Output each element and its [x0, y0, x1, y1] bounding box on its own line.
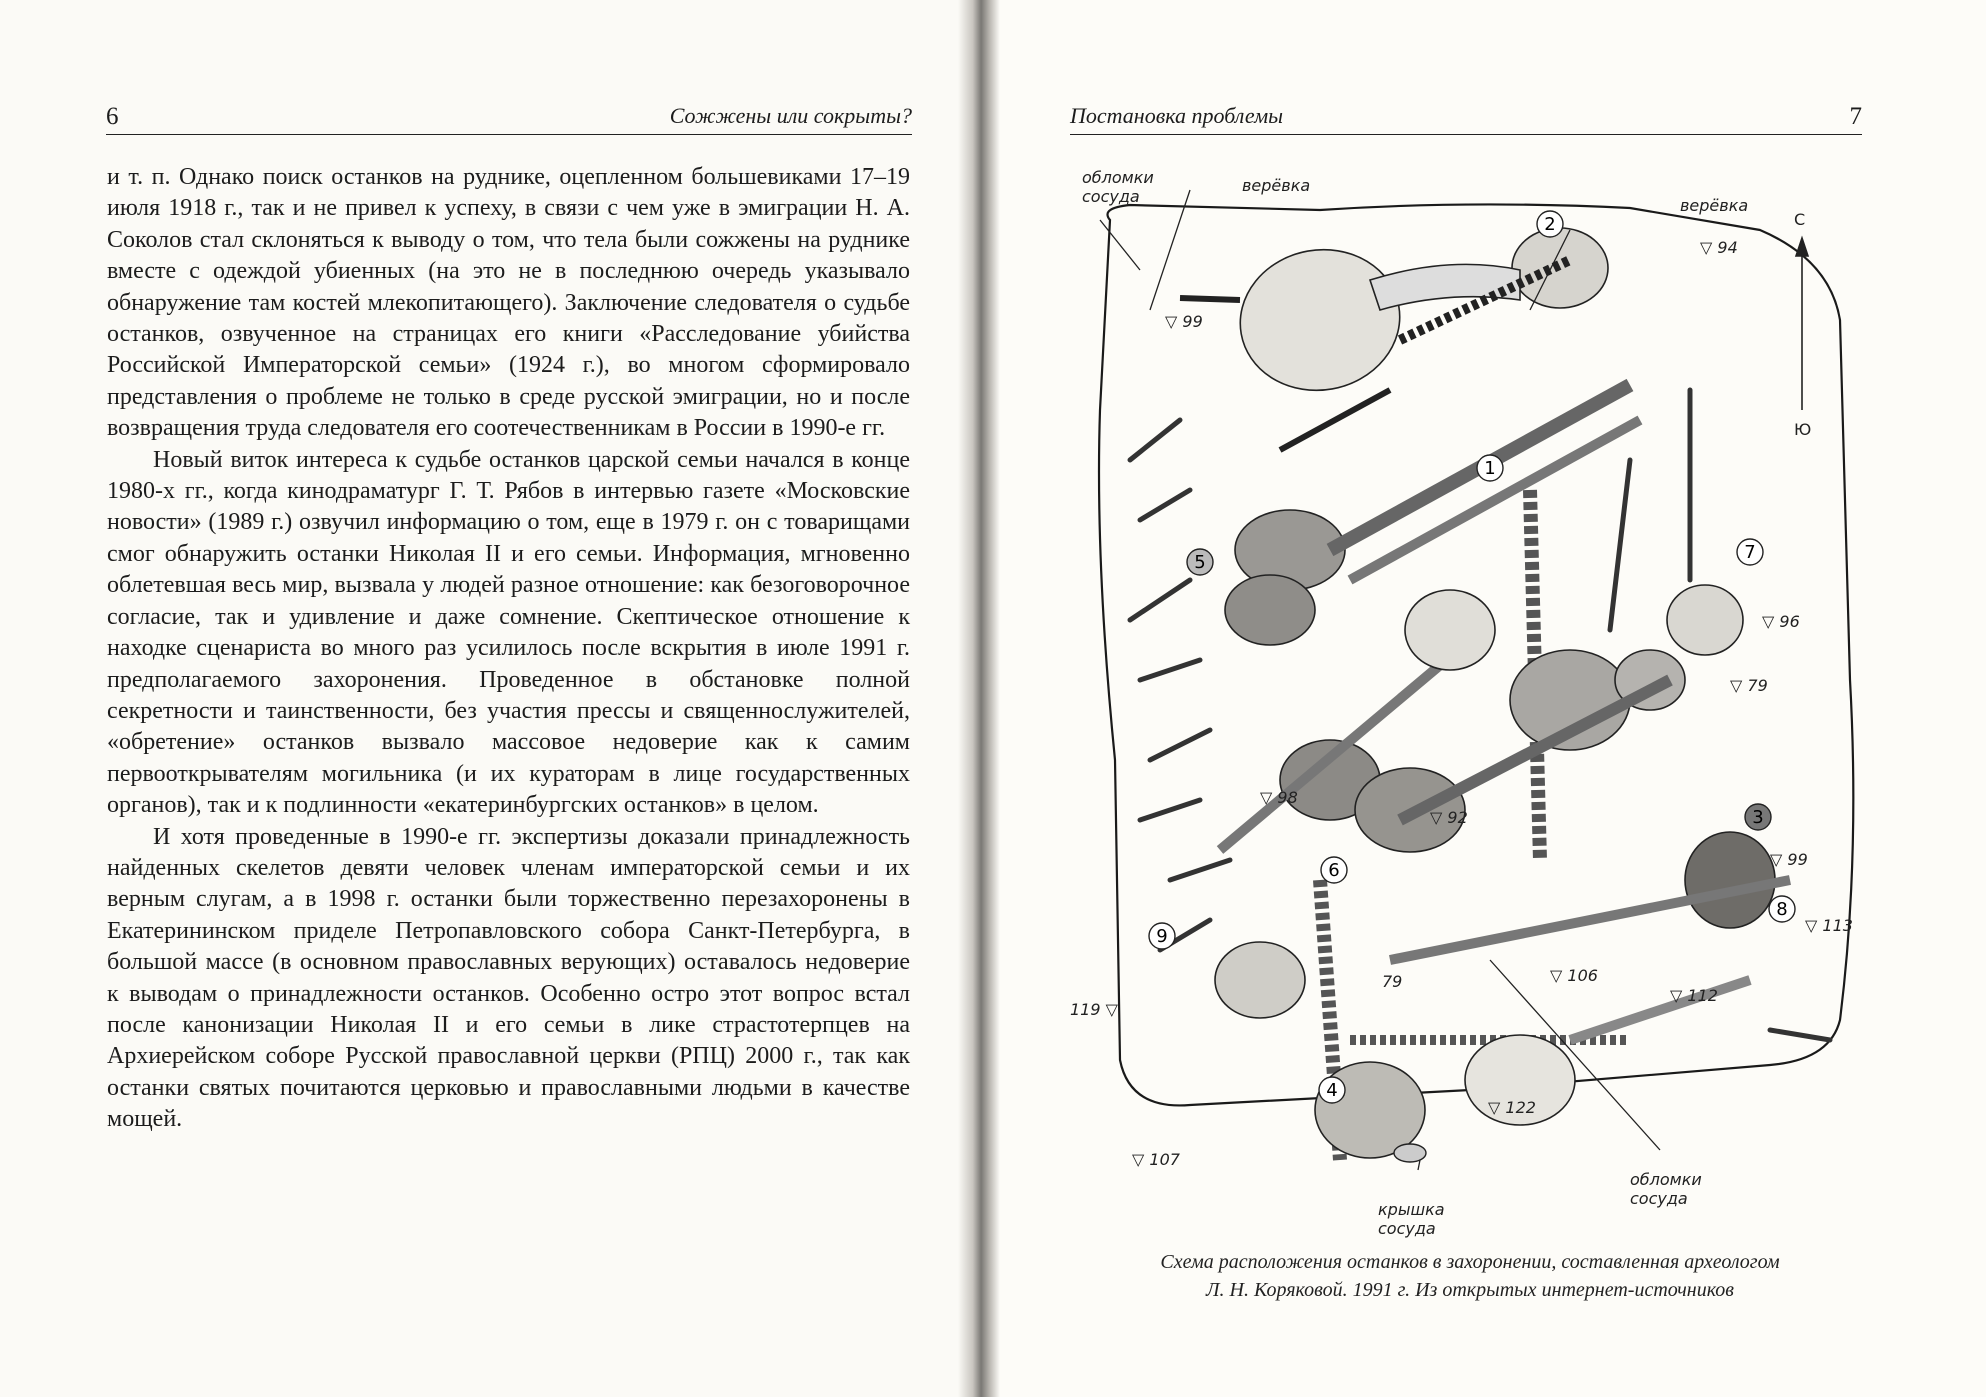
label-rope-2: верёвка [1680, 196, 1749, 215]
right-running-title: Постановка проблемы [1070, 103, 1284, 128]
label-compass-north: С [1794, 210, 1806, 229]
number-3: 3 [1752, 807, 1764, 828]
number-2: 2 [1544, 214, 1556, 235]
number-4: 4 [1326, 1080, 1338, 1101]
number-5: 5 [1194, 552, 1206, 573]
paragraph-2: Новый виток интереса к судьбе останков царской семьи начался в конце 1980-х гг., когда кинодраматург Г. Т. Рябов в интервью газете «Московские новости» (1989 г.) озвучил информацию о том, еще в 1979 г. он с товарищами смог обнаружить останки Николая II и его семьи. Информация, мгновенно облетевшая весь мир, вызвала у людей разное отношение: как безоговорочное согласие, так и удивление и даже сомнение. Скептическое отношение к находке сценариста во много раз усилилось после вскрытия в июле 1991 г. предполагаемого захоронения. Проведенное в обстановке полной секретности и таинственности, без участия прессы и священнослужителей, «обретение» останков вызвало массовое недоверие как к самим первооткрывателям могильника (и их кураторам в лице государственных органов), так и к подлинности «екатеринбургских останков» в целом. [107, 446, 910, 819]
label-mark-92: ▽ 92 [1430, 808, 1468, 827]
left-page-header [106, 96, 912, 135]
label-vessel-fragments-top: обломки сосуда [1082, 168, 1154, 206]
skeleton-4-9 [1215, 880, 1790, 1160]
left-page-body [107, 162, 910, 1136]
number-9: 9 [1156, 926, 1168, 947]
label-rope-1: верёвка [1242, 176, 1311, 195]
label-mark-113: ▽ 113 [1805, 916, 1853, 935]
caption-line-1: Схема расположения останков в захоронении, составленная археологом [1160, 1251, 1780, 1273]
skeleton-2 [1180, 228, 1608, 450]
burial-scheme-figure [1070, 160, 1870, 1240]
label-mark-98: ▽ 98 [1260, 788, 1298, 807]
label-mark-99b: ▽ 99 [1770, 850, 1808, 869]
number-7: 7 [1744, 542, 1756, 563]
label-mark-106: ▽ 106 [1550, 966, 1598, 985]
label-compass-south: Ю [1794, 420, 1812, 439]
label-mark-112: ▽ 112 [1670, 986, 1718, 1005]
label-mark-79b: 79 [1382, 972, 1403, 991]
paragraph-3: И хотя проведенные в 1990-е гг. экспертизы доказали принадлежность найденных скелетов девяти человек членам императорской семьи и их верным слугам, а в 1998 г. останки были торжественно перезахоронены в Екатерининском приделе Петропавловского собора Санкт-Петербурга, в большой массе (в основном православных верующих) оставалось недоверие к выводам о принадлежности останков. Особенно остро этот вопрос встал после канонизации Николая II и его семьи в лике страстотерпцев на Архиерейском соборе Русской православной церкви (РПЦ) 2000 г., так как останки святых почитаются церковью и православными людьми в качестве мощей. [107, 823, 910, 1133]
label-mark-122: ▽ 122 [1488, 1098, 1536, 1117]
label-mark-107: ▽ 107 [1132, 1150, 1180, 1169]
label-mark-99a: ▽ 99 [1165, 312, 1203, 331]
compass-arrow [1796, 238, 1808, 410]
label-mark-119: 119 ▽ [1070, 1000, 1118, 1019]
number-6: 6 [1328, 860, 1340, 881]
left-page-number: 6 [106, 103, 119, 130]
right-page-number: 7 [1849, 103, 1862, 130]
caption-line-2: Л. Н. Коряковой. 1991 г. Из открытых интернет-источников [1206, 1279, 1734, 1301]
left-running-title: Сожжены или сокрыты? [669, 103, 912, 128]
label-vessel-fragments-bottom: обломки сосуда [1630, 1170, 1702, 1208]
right-page-header [1070, 96, 1862, 135]
label-vessel-lid: крышка сосуда [1378, 1200, 1445, 1238]
figure-caption [1060, 1248, 1880, 1304]
skull-3 [1685, 832, 1775, 928]
paragraph-1: и т. п. Однако поиск останков на руднике, оцепленном большевиками 17–19 июля 1918 г., так и не привел к успеху, в связи с чем уже в эмиграции Н. А. Соколов стал склоняться к выводу о том, что тела были сожжены на руднике вместе с одеждой убиенных (на это не в последнюю очередь указывало обнаружение там костей млекопитающего). Заключение следователя о судьбе останков, озвученное на страницах его книги «Расследование убийства Российской Императорской семьи» (1924 г.), во многом сформировало представления о проблеме не только в среде русской эмиграции, но и после возвращения труда следователя его соотечественникам в России в 1990-е гг. [107, 164, 910, 442]
vessel-lid [1394, 1144, 1426, 1162]
label-mark-94: ▽ 94 [1700, 238, 1738, 257]
skull-7 [1667, 585, 1743, 655]
number-8: 8 [1776, 899, 1788, 920]
number-1: 1 [1484, 458, 1496, 479]
book-spine [958, 0, 1000, 1397]
label-mark-79a: ▽ 79 [1730, 676, 1768, 695]
label-mark-96: ▽ 96 [1762, 612, 1800, 631]
